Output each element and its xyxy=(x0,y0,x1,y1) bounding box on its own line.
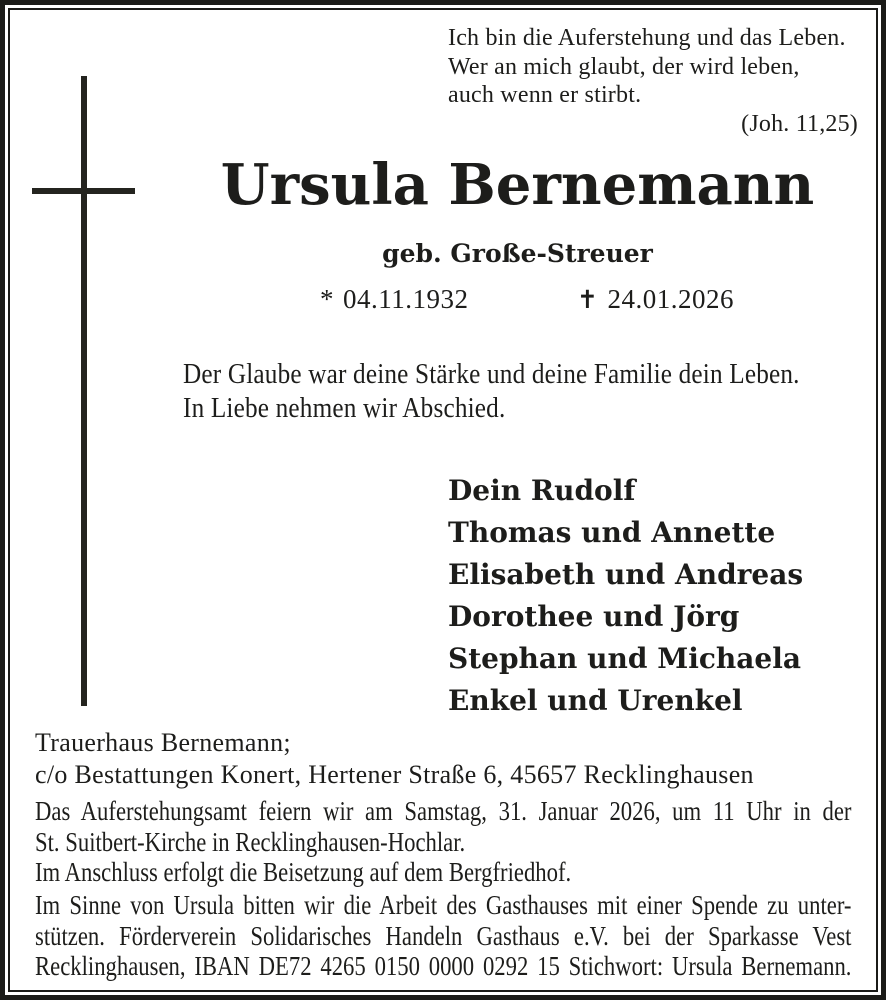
donation-line: Im Sinne von Ursula bitten wir die Arbeit des Gasthauses mit einer Spende zu unter- xyxy=(35,890,852,920)
funeral-home-line: c/o Bestattungen Konert, Hertener Straße 6, 45657 Recklinghausen xyxy=(35,760,754,789)
tribute-text xyxy=(183,357,800,425)
mourner-line: Dein Rudolf xyxy=(448,474,636,507)
service-line: St. Suitbert-Kirche in Recklinghausen-Hochlar. xyxy=(35,826,466,857)
tribute-line: In Liebe nehmen wir Abschied. xyxy=(183,392,506,424)
service-line: Im Anschluss erfolgt die Beisetzung auf dem Bergfriedhof. xyxy=(35,857,572,887)
birth-date-value: 04.11.1932 xyxy=(343,284,469,314)
death-cross-icon: ✝ xyxy=(577,285,599,314)
donation-info-block xyxy=(35,890,851,982)
mourner-line: Dorothee und Jörg xyxy=(448,600,740,633)
mourner-line: Stephan und Michaela xyxy=(448,642,801,675)
quote-line: Wer an mich glaubt, der wird leben, xyxy=(448,53,800,80)
mourner-line: Thomas und Annette xyxy=(448,516,776,549)
birth-date xyxy=(320,284,469,315)
donation-line: stützen. Förderverein Solidarisches Handeln Gasthaus e.V. bei der Sparkasse Vest xyxy=(35,920,852,951)
death-date-value: 24.01.2026 xyxy=(607,284,734,314)
cross-horizontal-beam xyxy=(32,188,135,194)
quote-line: auch wenn er stirbt. xyxy=(448,82,642,108)
service-info-block xyxy=(35,796,851,888)
mourner-line: Enkel und Urenkel xyxy=(448,684,743,717)
birth-star-icon: * xyxy=(320,284,334,314)
deceased-name: Ursula Bernemann xyxy=(220,152,815,218)
mourner-line: Elisabeth und Andreas xyxy=(448,558,804,591)
tribute-line: Der Glaube war deine Stärke und deine Familie dein Leben. xyxy=(183,358,800,390)
donation-line: Recklinghausen, IBAN DE72 4265 0150 0000 0292 15 Stichwort: Ursula Bernemann. xyxy=(35,951,852,981)
maiden-name: geb. Große-Streuer xyxy=(382,239,653,268)
funeral-home-line: Trauerhaus Bernemann; xyxy=(35,728,291,757)
death-date xyxy=(577,284,734,315)
service-line: Das Auferstehungsamt feiern wir am Samstag, 31. Januar 2026, um 11 Uhr in der xyxy=(35,796,852,826)
cross-vertical-beam xyxy=(81,76,87,706)
funeral-home-block xyxy=(35,727,886,791)
mourners-list xyxy=(448,470,803,722)
scripture-quote xyxy=(448,24,858,138)
quote-source: (Joh. 11,25) xyxy=(741,110,858,137)
quote-line: Ich bin die Auferstehung und das Leben. xyxy=(448,25,846,51)
